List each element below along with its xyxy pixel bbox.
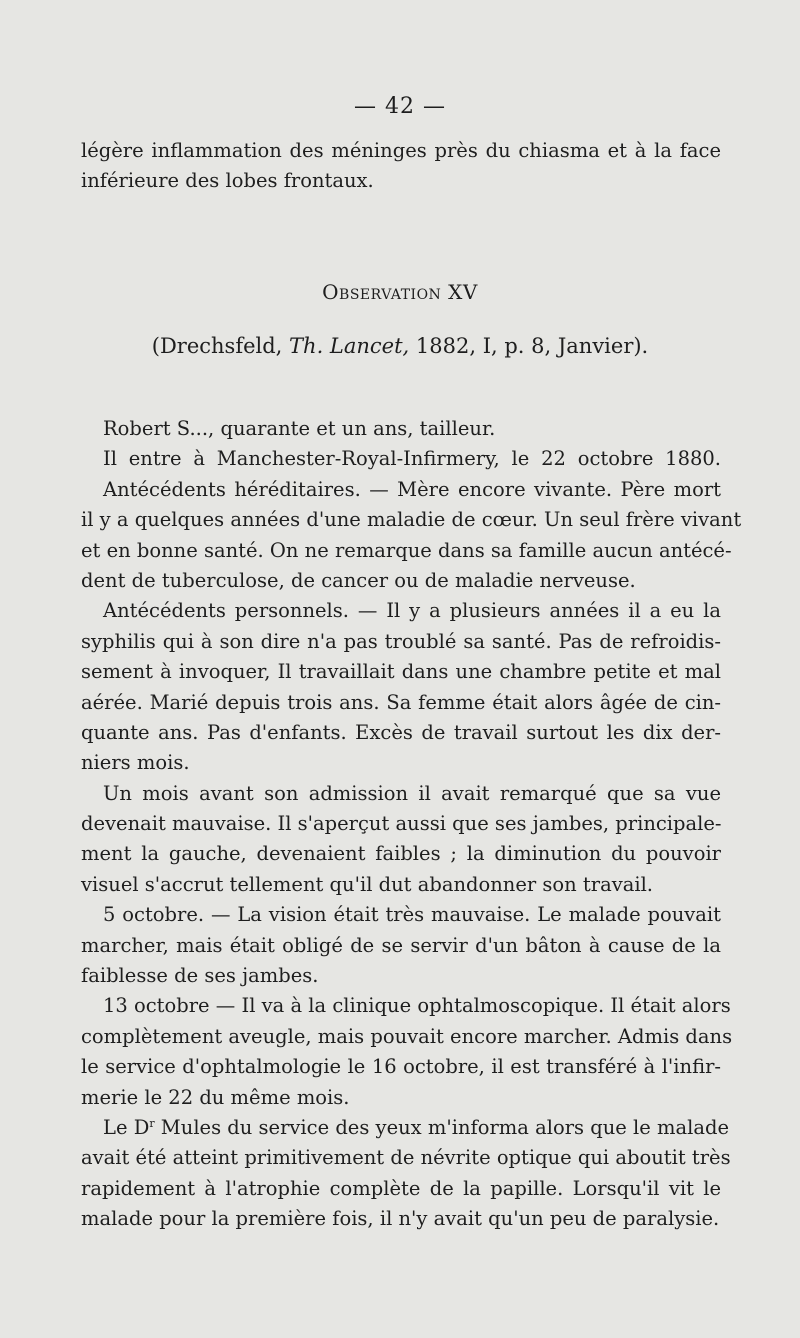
text-line-doctor: [81, 1113, 729, 1143]
continuation-paragraph: [81, 136, 721, 197]
text-line: visuel s'accrut tellement qu'il dut abandonner son travail.: [81, 872, 654, 896]
text-line: rapidement à l'atrophie complète de la papille. Lorsqu'il vit le: [81, 1176, 721, 1200]
text-line: avait été atteint primitivement de névrite optique qui aboutit très: [81, 1146, 731, 1170]
text-line: aérée. Marié depuis trois ans. Sa femme était alors âgée de cin-: [81, 690, 721, 714]
text-line: malade pour la première fois, il n'y avait qu'un peu de paralysie.: [81, 1207, 720, 1231]
text-line: dent de tuberculose, de cancer ou de maladie nerveuse.: [81, 568, 636, 592]
citation-details: 1882, I, p. 8, Janvier).: [409, 334, 649, 358]
text-line: Antécédents héréditaires. — Mère encore vivante. Père mort: [103, 477, 721, 501]
citation-author: (Drechsfeld,: [151, 334, 290, 358]
text-line: sement à invoquer, Il travaillait dans une chambre petite et mal: [81, 660, 721, 684]
text-line: syphilis qui à son dire n'a pas troublé sa santé. Pas de refroidis-: [81, 629, 721, 653]
doctor-abbrev-sup: r: [149, 1116, 155, 1130]
observation-number: XV: [448, 280, 478, 304]
doctor-abbrev: Le D: [103, 1115, 150, 1139]
citation-journal: Th. Lancet,: [289, 334, 410, 358]
text-line: faiblesse de ses jambes.: [81, 964, 319, 988]
text-line: le service d'ophtalmologie le 16 octobre, il est transféré à l'infir-: [81, 1055, 721, 1079]
doctor-line-rest: Mules du service des yeux m'informa alors que le malade: [154, 1115, 729, 1139]
text-line: il y a quelques années d'une maladie de cœur. Un seul frère vivant: [81, 508, 742, 532]
text-line: quante ans. Pas d'enfants. Excès de travail surtout les dix der-: [81, 720, 721, 744]
text-line: complètement aveugle, mais pouvait encore marcher. Admis dans: [81, 1024, 733, 1048]
text-line: Un mois avant son admission il avait remarqué que sa vue: [103, 781, 721, 805]
text-line: Il entre à Manchester-Royal-Infirmery, le 22 octobre 1880.: [103, 447, 721, 471]
observation-body: [81, 414, 742, 1235]
text-line: Antécédents personnels. — Il y a plusieurs années il a eu la: [103, 599, 721, 623]
text-line: devenait mauvaise. Il s'aperçut aussi que ses jambes, principale-: [81, 812, 722, 836]
observation-label: Observation: [322, 280, 442, 304]
text-line: merie le 22 du même mois.: [81, 1085, 350, 1109]
text-line: inférieure des lobes frontaux.: [81, 169, 374, 193]
text-line: 5 octobre. — La vision était très mauvaise. Le malade pouvait: [103, 903, 721, 927]
observation-title: [0, 280, 800, 304]
text-line: 13 octobre — Il va à la clinique ophtalmoscopique. Il était alors: [103, 994, 731, 1018]
text-line: niers mois.: [81, 751, 190, 775]
page-number: — 42 —: [354, 94, 446, 119]
observation-citation: [0, 334, 800, 358]
text-line: marcher, mais était obligé de se servir d'un bâton à cause de la: [81, 933, 721, 957]
text-line: ment la gauche, devenaient faibles ; la diminution du pouvoir: [81, 842, 721, 866]
text-line: et en bonne santé. On ne remarque dans sa famille aucun antécé-: [81, 538, 732, 562]
text-line: Robert S..., quarante et un ans, tailleur.: [103, 417, 496, 440]
text-line: légère inflammation des méninges près du chiasma et à la face: [81, 139, 721, 162]
